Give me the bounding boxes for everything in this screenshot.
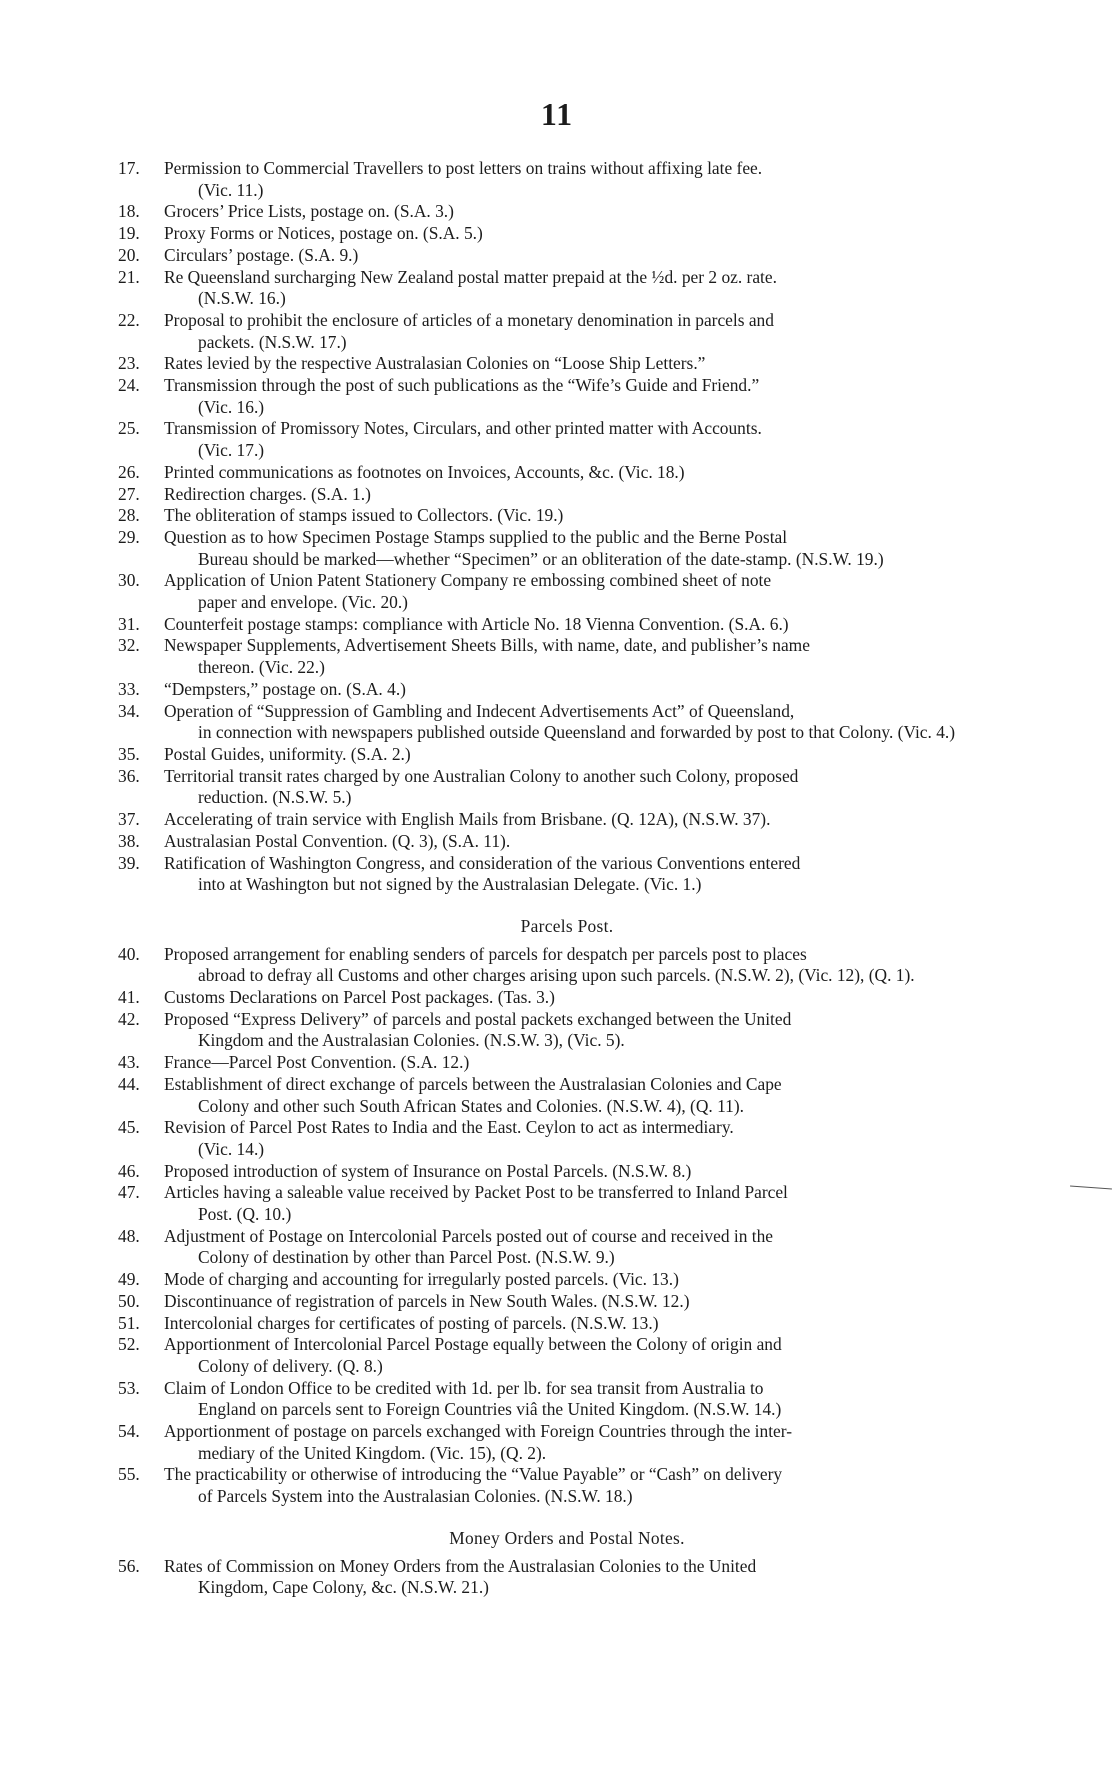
list-item — [118, 1009, 1016, 1052]
list-item — [118, 1291, 1016, 1313]
item-continuation: Colony of destination by other than Parcel Post. (N.S.W. 9.) — [198, 1247, 615, 1268]
item-text: Grocers’ Price Lists, postage on. (S.A. 3.) — [164, 201, 454, 222]
section-heading: Parcels Post. — [520, 915, 614, 936]
item-number: 32. — [118, 635, 140, 656]
item-continuation: reduction. (N.S.W. 5.) — [198, 787, 352, 808]
item-text: Customs Declarations on Parcel Post packages. (Tas. 3.) — [164, 987, 555, 1008]
item-number: 29. — [118, 526, 140, 547]
list-item — [118, 570, 1016, 613]
item-continuation: paper and envelope. (Vic. 20.) — [198, 592, 408, 613]
item-text: Intercolonial charges for certificates of posting of parcels. (N.S.W. 13.) — [164, 1312, 659, 1333]
list-item — [118, 614, 1016, 636]
item-number: 25. — [118, 418, 140, 439]
item-continuation: Colony and other such South African States and Colonies. (N.S.W. 4), (Q. 11). — [198, 1095, 744, 1116]
item-text: France—Parcel Post Convention. (S.A. 12.) — [164, 1052, 470, 1073]
item-number: 17. — [118, 158, 140, 178]
item-number: 33. — [118, 678, 140, 699]
list-item — [118, 353, 1016, 375]
item-number: 56. — [118, 1555, 140, 1576]
list-item — [118, 310, 1016, 353]
item-number: 20. — [118, 244, 140, 265]
item-number: 44. — [118, 1073, 140, 1094]
section-heading: Money Orders and Postal Notes. — [449, 1527, 685, 1548]
item-text: Apportionment of postage on parcels exchanged with Foreign Countries through the inter- — [164, 1421, 792, 1442]
item-continuation: in connection with newspapers published outside Queensland and forwarded by post to that Colony. (Vic. 4.) — [198, 722, 956, 743]
item-number: 45. — [118, 1117, 140, 1138]
list-item — [118, 987, 1016, 1009]
list-item — [118, 744, 1016, 766]
list-item — [118, 679, 1016, 701]
list-item — [118, 853, 1016, 896]
list-item — [118, 1269, 1016, 1291]
item-number: 21. — [118, 266, 140, 287]
item-number: 41. — [118, 987, 140, 1008]
item-number: 51. — [118, 1312, 140, 1333]
page-number: 11 — [540, 96, 574, 132]
list-item — [118, 375, 1016, 418]
list-item — [118, 1182, 1016, 1225]
item-number: 50. — [118, 1290, 140, 1311]
item-text: Ratification of Washington Congress, and consideration of the various Conventions entered — [164, 852, 801, 873]
list-item — [118, 484, 1016, 506]
item-text: Establishment of direct exchange of parcels between the Australasian Colonies and Cape — [164, 1073, 782, 1094]
item-continuation: Bureau should be marked—whether “Specimen” or an obliteration of the date-stamp. (N.S.W. 19.) — [198, 548, 884, 569]
item-text: Territorial transit rates charged by one Australian Colony to another such Colony, proposed — [164, 765, 799, 786]
item-text: Proposed introduction of system of Insurance on Postal Parcels. (N.S.W. 8.) — [164, 1160, 692, 1181]
item-number: 40. — [118, 943, 140, 964]
item-number: 37. — [118, 809, 140, 830]
item-continuation: (Vic. 16.) — [198, 396, 265, 417]
item-text: Rates of Commission on Money Orders from the Australasian Colonies to the United — [164, 1555, 757, 1576]
item-text: Revision of Parcel Post Rates to India and the East. Ceylon to act as intermediary. — [164, 1117, 734, 1138]
item-text: Adjustment of Postage on Intercolonial Parcels posted out of course and received in the — [164, 1225, 773, 1246]
item-number: 26. — [118, 461, 140, 482]
item-number: 55. — [118, 1464, 140, 1485]
item-continuation: packets. (N.S.W. 17.) — [198, 331, 347, 352]
item-text: Articles having a saleable value received by Packet Post to be transferred to Inland Parcel — [164, 1182, 788, 1203]
item-text: Application of Union Patent Stationery Company re embossing combined sheet of note — [164, 570, 772, 591]
item-number: 35. — [118, 743, 140, 764]
item-number: 54. — [118, 1421, 140, 1442]
item-number: 28. — [118, 505, 140, 526]
item-continuation: (N.S.W. 16.) — [198, 288, 286, 309]
item-text: Operation of “Suppression of Gambling and Indecent Advertisements Act” of Queensland, — [164, 700, 795, 721]
item-continuation: England on parcels sent to Foreign Countries viâ the United Kingdom. (N.S.W. 14.) — [198, 1399, 782, 1420]
list-item — [118, 527, 1016, 570]
list-item — [118, 267, 1016, 310]
list-item — [118, 418, 1016, 461]
item-number: 38. — [118, 830, 140, 851]
item-text: Redirection charges. (S.A. 1.) — [164, 483, 371, 504]
item-text: Apportionment of Intercolonial Parcel Postage equally between the Colony of origin and — [164, 1334, 782, 1355]
item-number: 53. — [118, 1377, 140, 1398]
item-number: 27. — [118, 483, 140, 504]
list-item — [118, 245, 1016, 267]
item-continuation: Kingdom, Cape Colony, &c. (N.S.W. 21.) — [198, 1577, 489, 1598]
item-continuation: abroad to defray all Customs and other charges arising upon such parcels. (N.S.W. 2), (Vic. 12), (Q. 1). — [198, 965, 915, 986]
list-item — [118, 1378, 1016, 1421]
item-text: Claim of London Office to be credited with 1d. per lb. for sea transit from Australia to — [164, 1377, 764, 1398]
item-text: Rates levied by the respective Australasian Colonies on “Loose Ship Letters.” — [164, 353, 706, 374]
item-number: 48. — [118, 1225, 140, 1246]
list-item — [118, 223, 1016, 245]
item-text: Australasian Postal Convention. (Q. 3), (S.A. 11). — [164, 830, 511, 851]
item-continuation: Post. (Q. 10.) — [198, 1204, 292, 1225]
item-text: Transmission through the post of such publications as the “Wife’s Guide and Friend.” — [164, 375, 760, 396]
item-number: 22. — [118, 309, 140, 330]
item-text: Proposed arrangement for enabling senders of parcels for despatch per parcels post to places — [164, 943, 807, 964]
list-item — [118, 944, 1016, 987]
list-item — [118, 158, 1016, 201]
item-number: 18. — [118, 201, 140, 222]
item-text: The practicability or otherwise of introducing the “Value Payable” or “Cash” on delivery — [164, 1464, 783, 1485]
list-item — [118, 462, 1016, 484]
item-text: Proposed “Express Delivery” of parcels and postal packets exchanged between the United — [164, 1008, 792, 1029]
item-text: Postal Guides, uniformity. (S.A. 2.) — [164, 743, 411, 764]
item-continuation: (Vic. 14.) — [198, 1138, 265, 1159]
item-continuation: Colony of delivery. (Q. 8.) — [198, 1355, 383, 1376]
item-text: Mode of charging and accounting for irregularly posted parcels. (Vic. 13.) — [164, 1269, 679, 1290]
item-text: Proxy Forms or Notices, postage on. (S.A. 5.) — [164, 223, 483, 244]
margin-pencil-mark — [1070, 1186, 1112, 1190]
list-item — [118, 1313, 1016, 1335]
list-item — [118, 831, 1016, 853]
list-item — [118, 766, 1016, 809]
document-body — [118, 158, 1016, 1599]
list-item — [118, 1464, 1016, 1507]
list-item — [118, 701, 1016, 744]
item-number: 52. — [118, 1334, 140, 1355]
list-item — [118, 1161, 1016, 1183]
item-text: Accelerating of train service with English Mails from Brisbane. (Q. 12A), (N.S.W. 37). — [164, 809, 771, 830]
list-item — [118, 809, 1016, 831]
item-number: 23. — [118, 353, 140, 374]
item-text: Circulars’ postage. (S.A. 9.) — [164, 244, 359, 265]
list-item — [118, 1074, 1016, 1117]
list-item — [118, 1556, 1016, 1599]
list-item — [118, 1117, 1016, 1160]
list-item — [118, 201, 1016, 223]
item-continuation: mediary of the United Kingdom. (Vic. 15), (Q. 2). — [198, 1442, 547, 1463]
item-text: Discontinuance of registration of parcels in New South Wales. (N.S.W. 12.) — [164, 1290, 690, 1311]
item-text: The obliteration of stamps issued to Collectors. (Vic. 19.) — [164, 505, 564, 526]
item-number: 49. — [118, 1269, 140, 1290]
item-continuation: (Vic. 17.) — [198, 440, 265, 461]
item-text: Newspaper Supplements, Advertisement Sheets Bills, with name, date, and publisher’s name — [164, 635, 810, 656]
item-number: 31. — [118, 613, 140, 634]
item-number: 19. — [118, 223, 140, 244]
item-number: 46. — [118, 1160, 140, 1181]
item-text: Permission to Commercial Travellers to post letters on trains without affixing late fee. — [164, 158, 763, 178]
item-continuation: thereon. (Vic. 22.) — [198, 657, 325, 678]
item-number: 34. — [118, 700, 140, 721]
item-number: 24. — [118, 375, 140, 396]
item-text: “Dempsters,” postage on. (S.A. 4.) — [164, 678, 406, 699]
list-item — [118, 505, 1016, 527]
item-text: Question as to how Specimen Postage Stamps supplied to the public and the Berne Postal — [164, 526, 788, 547]
item-number: 39. — [118, 852, 140, 873]
item-text: Proposal to prohibit the enclosure of articles of a monetary denomination in parcels and — [164, 309, 774, 330]
list-item — [118, 1334, 1016, 1377]
list-item — [118, 1226, 1016, 1269]
item-continuation: (Vic. 11.) — [198, 179, 264, 200]
list-item — [118, 1052, 1016, 1074]
list-item — [118, 1421, 1016, 1464]
item-number: 43. — [118, 1052, 140, 1073]
item-continuation: Kingdom and the Australasian Colonies. (N.S.W. 3), (Vic. 5). — [198, 1030, 625, 1051]
item-number: 36. — [118, 765, 140, 786]
item-text: Transmission of Promissory Notes, Circulars, and other printed matter with Accounts. — [164, 418, 762, 439]
item-continuation: into at Washington but not signed by the Australasian Delegate. (Vic. 1.) — [198, 874, 702, 895]
list-item — [118, 635, 1016, 678]
item-number: 47. — [118, 1182, 140, 1203]
item-number: 30. — [118, 570, 140, 591]
item-number: 42. — [118, 1008, 140, 1029]
item-text: Counterfeit postage stamps: compliance with Article No. 18 Vienna Convention. (S.A. 6.) — [164, 613, 789, 634]
item-text: Re Queensland surcharging New Zealand postal matter prepaid at the ½d. per 2 oz. rate. — [164, 266, 777, 287]
item-text: Printed communications as footnotes on Invoices, Accounts, &c. (Vic. 18.) — [164, 461, 685, 482]
item-continuation: of Parcels System into the Australasian Colonies. (N.S.W. 18.) — [198, 1486, 633, 1507]
